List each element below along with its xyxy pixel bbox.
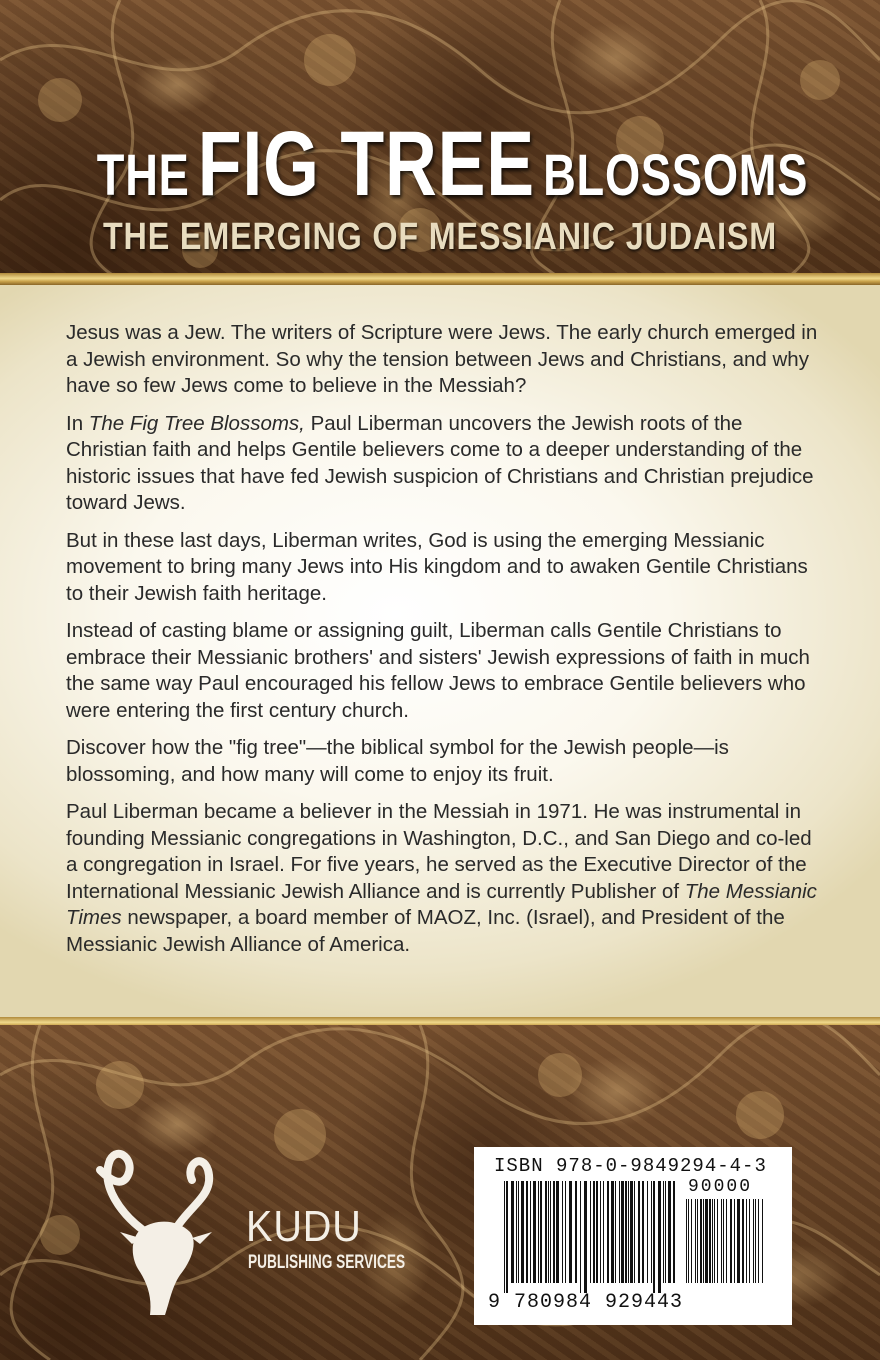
description-paragraph-4: Instead of casting blame or assigning guilt, Liberman calls Gentile Christians to embrace their Messianic brothers' and sisters' Jewish expressions of faith in much the same way Paul encouraged his fellow Jews to embrace Gentile believers who were entering the first century church. [66,619,810,722]
barcode-bar [709,1199,711,1283]
barcode-bar [658,1181,661,1293]
barcode-bar [697,1199,698,1283]
barcode-bar [550,1181,551,1283]
barcode-bar [730,1199,732,1283]
barcode-bar [734,1199,735,1283]
description-paragraph-5: Discover how the "fig tree"—the biblical symbol for the Jewish people—is blossoming, and how many will come to enjoy its fruit. [66,736,729,786]
barcode-bar [511,1181,514,1283]
barcode-bar [634,1181,635,1283]
book-description [66,320,818,969]
barcode-bar [580,1181,581,1293]
publisher-logo [80,1140,410,1320]
barcode-bar [700,1199,702,1283]
barcode-bar [596,1181,598,1283]
isbn-barcode [474,1147,792,1325]
book-subtitle: THE EMERGING OF MESSIANIC JUDAISM [102,216,778,258]
author-bio: Paul Liberman became a believer in the Messiah in 1971. He was instrumental in founding Messianic congregations in Washington, D.C., and San Diego and co-led a congregation in Israel. For five years, he served as the Executive Director of the International Messianic Jewish Alliance and is currently Publisher of The Messianic Times newspaper, a board member of MAOZ, Inc. (Israel), and President of the Messianic Jewish Alliance of America. [66,800,817,956]
barcode-bar [540,1181,542,1283]
barcode-bar [726,1199,727,1283]
barcode-bar [545,1181,547,1283]
barcode-bar [615,1181,616,1283]
barcode-bar [668,1181,671,1283]
barcode-bar [506,1181,508,1293]
barcode-bar [737,1199,740,1283]
barcode-bar [695,1199,696,1283]
barcode-bar [755,1199,756,1283]
barcode-bar [663,1181,664,1283]
barcode-bar [653,1181,655,1293]
barcode-bar [575,1181,577,1283]
kudu-antelope-icon [80,1140,250,1320]
barcode-bar [556,1181,559,1283]
isbn-number: ISBN 978-0-9849294-4-3 [494,1155,767,1177]
barcode-bar [504,1181,505,1293]
description-paragraph-3: But in these last days, Liberman writes, God is using the emerging Messianic movement to bring many Jews into His kingdom and to awaken Gentile Christians to their Jewish faith heritage. [66,528,808,605]
gold-divider-top [0,273,880,285]
barcode-bar [717,1199,718,1283]
barcode-bar [742,1199,744,1283]
title-blossoms: BLOSSOMS [543,143,809,208]
barcode-bar [721,1199,722,1283]
barcode-bar [749,1199,750,1283]
addon-barcode-bars [686,1199,766,1293]
barcode-bar [712,1199,713,1283]
barcode-bar [630,1181,633,1283]
barcode-bar [758,1199,759,1283]
barcode-bar [518,1181,519,1283]
publication-title-italic: The Messianic Times [66,879,817,929]
barcode-bar [593,1181,595,1283]
barcode-bar [625,1181,627,1283]
barcode-bar [590,1181,591,1283]
publisher-name: KUDU [246,1202,362,1251]
barcode-bar [691,1199,692,1283]
title-fig-tree: FIG TREE [197,113,535,215]
description-paragraph-2: In The Fig Tree Blossoms, Paul Liberman uncovers the Jewish roots of the Christian faith and helps Gentile believers come to a deeper understanding of the historic issues that have fed Jewish suspicion of Christians and Christian prejudice toward Jews. [66,411,814,514]
barcode-bar [562,1181,563,1283]
barcode-bar [607,1181,609,1283]
barcode-bar [686,1199,687,1283]
barcode-bar [521,1181,524,1283]
barcode-bar [703,1199,704,1283]
barcode-bar [548,1181,549,1283]
description-paragraph-1: Jesus was a Jew. The writers of Scripture were Jews. The early church emerged in a Jewish environment. So why the tension between Jews and Christians, and why have so few Jews come to believe in the Messiah? [66,321,818,397]
book-title-italic: The Fig Tree Blossoms, [88,411,305,435]
title-the: THE [96,143,190,208]
barcode-bar [723,1199,724,1283]
barcode-bar [619,1181,620,1283]
barcode-bar [526,1181,528,1283]
barcode-bar [538,1181,539,1283]
barcode-bar [565,1181,566,1283]
publisher-tagline: PUBLISHING SERVICES [248,1252,406,1273]
barcode-bar [647,1181,648,1283]
barcode-bar [651,1181,652,1283]
barcode-bar [516,1181,517,1283]
barcode-bar [746,1199,747,1283]
ean-digits: 9 780984 929443 [488,1291,684,1314]
barcode-bar [665,1181,666,1283]
barcode-bar [603,1181,604,1283]
barcode-bar [705,1199,708,1283]
barcode-bar [642,1181,644,1283]
ean-barcode-bars [504,1181,676,1293]
barcode-bar [569,1181,572,1283]
barcode-bar [688,1199,689,1283]
barcode-bar [530,1181,531,1283]
barcode-bar [553,1181,555,1283]
barcode-bar [533,1181,536,1283]
book-title [96,113,809,215]
barcode-bar [611,1181,614,1283]
barcode-bar [762,1199,763,1283]
title-block [0,113,880,259]
barcode-bar [753,1199,754,1283]
barcode-bar [673,1181,675,1283]
barcode-bar [600,1181,601,1283]
barcode-bar [714,1199,715,1283]
barcode-bar [628,1181,629,1283]
price-code: 90000 [688,1177,753,1197]
barcode-bar [584,1181,587,1293]
barcode-bar [621,1181,624,1283]
barcode-bar [638,1181,640,1283]
